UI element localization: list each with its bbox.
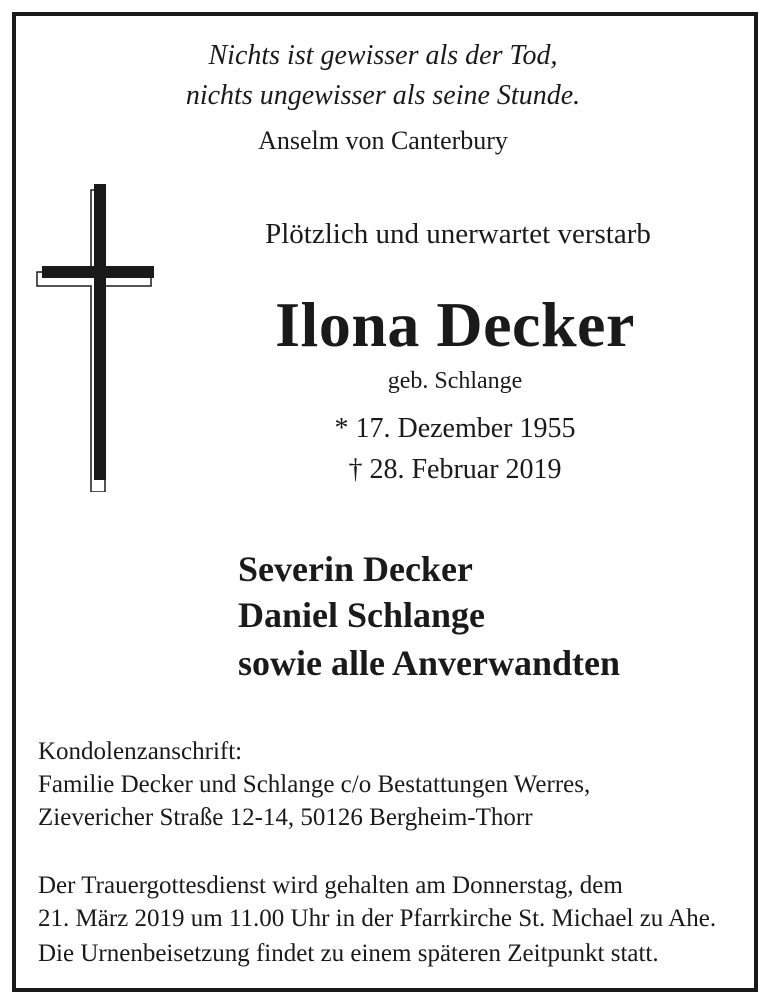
maiden-name: geb. Schlange bbox=[387, 368, 523, 394]
condolence-address-2: Zievericher Straße 12-14, 50126 Bergheim-Thorr bbox=[38, 804, 533, 831]
quote-line-1: Nichts ist gewisser als der Tod, bbox=[208, 40, 558, 71]
birth-date: * 17. Dezember 1955 bbox=[334, 413, 576, 444]
deceased-name: Ilona Decker bbox=[275, 289, 635, 360]
cross-icon bbox=[36, 182, 158, 492]
service-line-1: Der Trauergottesdienst wird gehalten am Donnerstag, dem bbox=[38, 872, 623, 899]
quote-author: Anselm von Canterbury bbox=[258, 126, 508, 155]
mourner-1: Severin Decker bbox=[238, 549, 473, 589]
quote-line-2: nichts ungewisser als seine Stunde. bbox=[185, 80, 581, 111]
announcement: Plötzlich und unerwartet verstarb bbox=[265, 218, 651, 250]
mourner-2: Daniel Schlange bbox=[238, 595, 486, 635]
condolence-label: Kondolenzanschrift: bbox=[38, 738, 243, 765]
death-date: † 28. Februar 2019 bbox=[348, 454, 562, 485]
notice-border bbox=[12, 12, 758, 992]
service-line-2: 21. März 2019 um 11.00 Uhr in der Pfarrkirche St. Michael zu Ahe. bbox=[38, 905, 717, 932]
condolence-address-1: Familie Decker und Schlange c/o Bestattungen Werres, bbox=[38, 771, 591, 798]
service-line-3: Die Urnenbeisetzung findet zu einem späteren Zeitpunkt statt. bbox=[38, 940, 659, 967]
mourner-3: sowie alle Anverwandten bbox=[238, 643, 620, 683]
